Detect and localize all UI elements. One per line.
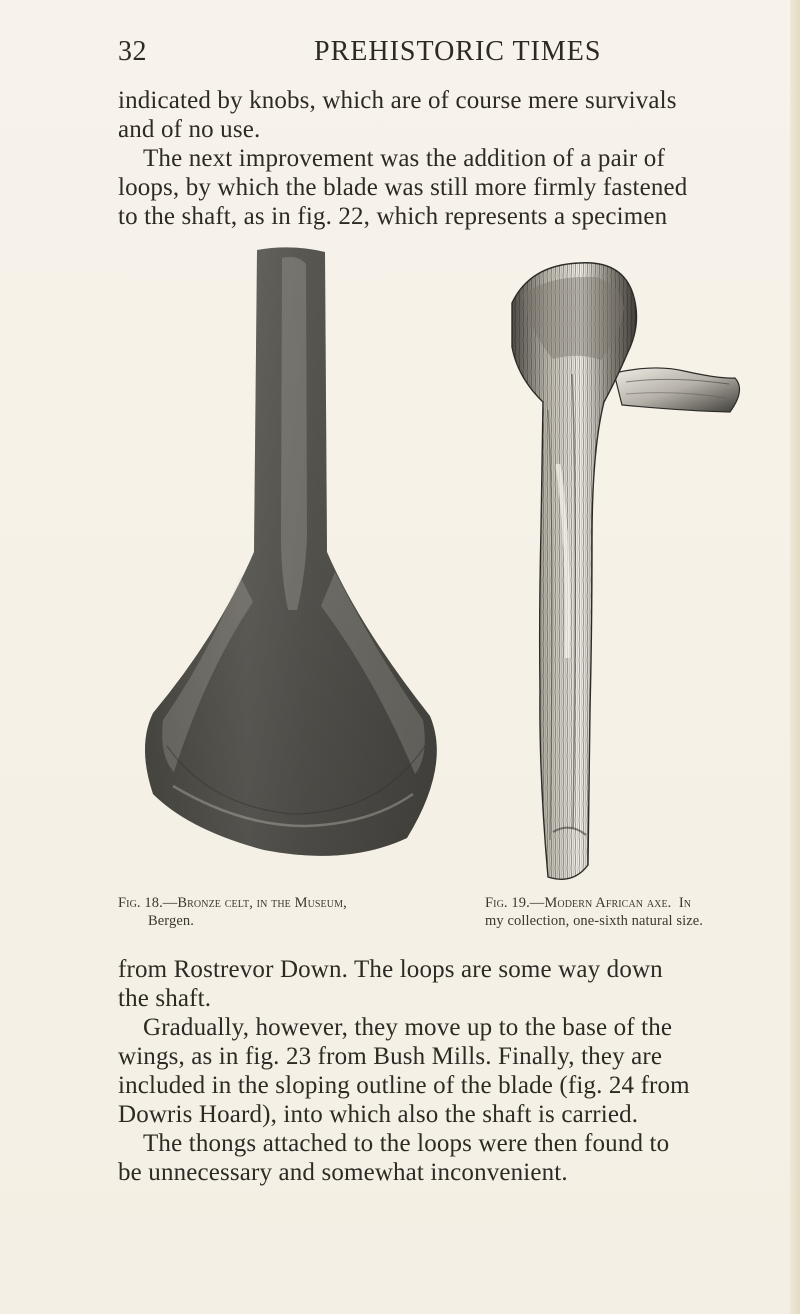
running-head: PREHISTORIC TIMES (314, 36, 602, 67)
text-line: indicated by knobs, which are of course mere survivals (118, 87, 677, 114)
text-line: from Rostrevor Down. The loops are some way down (118, 956, 663, 983)
bronze-celt-illustration (145, 246, 437, 858)
text-line: The next improvement was the addition of a pair of (143, 145, 665, 172)
text-line: wings, as in fig. 23 from Bush Mills. Finally, they are (118, 1043, 663, 1070)
figure-18-caption (118, 894, 448, 930)
page-edge (790, 0, 800, 1314)
axe-blade (614, 368, 739, 412)
caption-line: Fig. 18.—Bronze celt, in the Museum, (118, 895, 347, 911)
text-line: The thongs attached to the loops were then found to (143, 1130, 670, 1157)
african-axe-illustration (510, 260, 745, 885)
bottom-paragraphs (118, 955, 768, 1187)
text-line: loops, by which the blade was still more firmly fastened (118, 174, 688, 201)
text-line: Gradually, however, they move up to the base of the (143, 1014, 673, 1041)
text-line: the shaft. (118, 985, 212, 1012)
celt-highlight (281, 257, 307, 610)
page-header (118, 26, 690, 76)
caption-line: Bergen. (148, 913, 194, 929)
figure-19-caption (485, 894, 785, 930)
caption-line: Fig. 19.—Modern African axe. In (485, 895, 692, 911)
text-line: to the shaft, as in fig. 22, which represents a specimen (118, 203, 668, 230)
text-line: be unnecessary and somewhat inconvenient. (118, 1159, 568, 1186)
text-line: Dowris Hoard), into which also the shaft is carried. (118, 1101, 639, 1128)
text-line: included in the sloping outline of the blade (fig. 24 from (118, 1072, 690, 1099)
caption-line: my collection, one-sixth natural size. (485, 913, 704, 929)
text-line: and of no use. (118, 116, 261, 143)
page-number: 32 (118, 36, 147, 67)
top-paragraphs (118, 86, 768, 231)
